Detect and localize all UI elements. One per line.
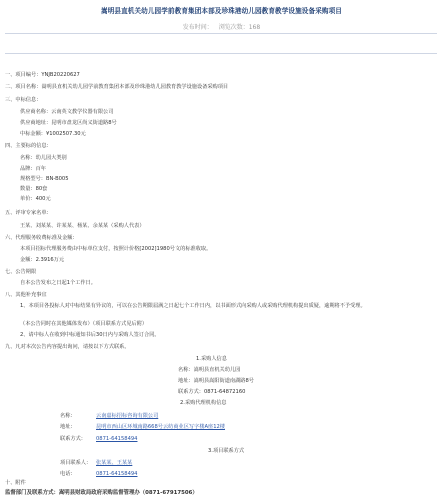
bid-amount: 中标金额：¥1002507.30元 [20,131,86,137]
goods-model: 规格型号：BN-B005 [20,176,69,182]
supplier-address: 供应商地址：昆明市盘龙区尚义街道路8号 [20,120,117,126]
agency-title: 2.采购代理机构信息 [180,400,227,406]
purchaser-name: 名称：嵩明县直机关幼儿园 [178,367,241,373]
item-project-name: 二、项目名称：嵩明县直机关幼儿园学前教育集团本部及珍珠港幼儿园教育教学设施设备采购项目 [5,84,229,90]
supervisor-contact: 监督部门及联系方式：嵩明县财政局政府采购监督管理办（0871-67917506） [5,490,198,496]
divider-content [5,53,437,54]
item-notice-period: 七、公告期限 [5,269,37,275]
goods-unit-price: 单价：400元 [20,196,51,202]
project-contact-names[interactable]: 张某某、王某某 [96,460,133,466]
purchaser-phone: 联系方式：0871-64872160 [178,389,246,395]
page-title: 嵩明县直机关幼儿园学前教育集团本部及珍珠港幼儿园教育教学设施设备采购项目 [101,7,342,15]
view-count: 浏览次数：168 [218,24,261,31]
agency-address-label: 地址： [60,424,76,430]
agency-name[interactable]: 云南嘉标招标咨询有限公司 [96,413,159,419]
divider-top [5,33,437,34]
item-award-info: 三、中标信息： [5,97,42,103]
other-matter-1: 1、本项目各投标人对中标结果有异议的，可以在公告期限届满之日起七个工作日内，以书面形式向采购人或采购代理机构提出质疑，逾期将不予受理。 [20,303,366,309]
item-project-number: 一、项目编号：YNJB20220627 [5,72,80,78]
item-contact: 九、凡对本次公告内容提出询问，请按以下方式联系。 [5,344,130,350]
other-matter-2: （本公告同时在其他媒体发布）（项目联系方式见后附） [20,321,148,327]
supplier-name: 供应商名称：云南英文教学仪器有限公司 [20,109,114,115]
agency-phone-label: 联系方式： [60,436,86,442]
item-attachment: 十、附件 [5,480,26,486]
page-meta [0,22,443,31]
expert-names: 王某、刘某某、许某某、杨某、余某某（采购人代表） [20,223,145,229]
item-expert-list: 五、评审专家名单： [5,210,52,216]
purchaser-title: 1.采购人信息 [196,356,227,362]
agency-phone[interactable]: 0871-64158494 [96,436,138,442]
item-agency-fee: 六、代理服务收费标准及金额： [5,235,78,241]
notice-period: 自本公告发布之日起1个工作日。 [20,280,96,286]
agency-address[interactable]: 昆明市西山区环城南路668号云纺商业区写字楼A座12楼 [96,424,225,430]
goods-quantity: 数量：80套 [20,186,48,192]
goods-name: 名称：幼儿园大类别 [20,155,67,161]
project-phone[interactable]: 0871-64158494 [96,471,138,477]
item-other-matters: 八、其他补充事宜 [5,292,47,298]
purchaser-address: 地址：嵩明县嵩阳街道南湖路8号 [178,378,254,384]
agency-name-label: 名称： [60,413,76,419]
project-phone-label: 电话： [60,471,76,477]
goods-brand: 品牌：百年 [20,166,46,172]
publish-time: 发布时间： [182,24,213,31]
fee-description: 本项目招标代理服务费由中标单位支付，按照计价格[2002]1980号文的标准收取。 [20,246,212,252]
project-contact-title: 3.项目联系方式 [208,448,245,454]
project-contact-label: 项目联系人： [60,460,92,466]
item-main-goods: 四、主要标的信息： [5,143,52,149]
fee-amount: 金额：2.3916万元 [20,257,65,263]
other-matter-3: 2、请中标人在收到中标通知书后30日内与采购人签订合同。 [20,332,160,338]
